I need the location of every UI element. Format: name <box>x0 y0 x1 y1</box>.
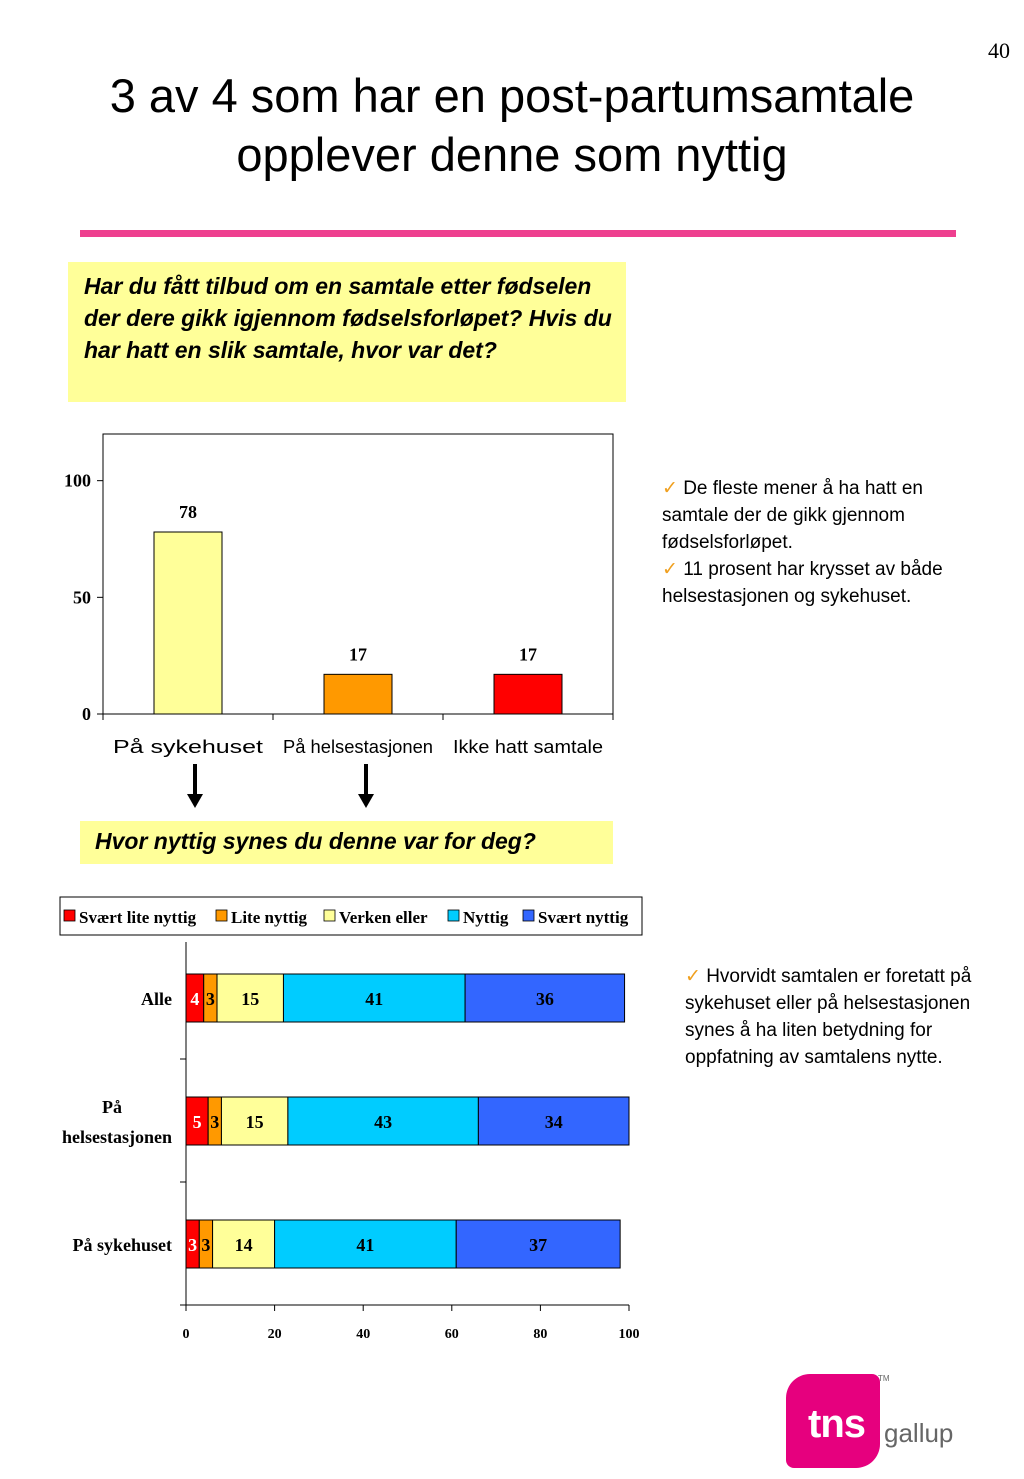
data-label: 15 <box>245 1112 264 1132</box>
category-label: På <box>102 1097 122 1117</box>
data-label: 34 <box>544 1112 563 1132</box>
y-tick-label: 100 <box>64 470 91 491</box>
category-label: helsestasjonen <box>61 1127 172 1147</box>
legend-label: Lite nyttig <box>231 908 308 927</box>
note-text: De fleste mener å ha hatt en samtale der de gikk gjennom fødselsforløpet. <box>662 478 923 553</box>
legend-label: Nyttig <box>463 908 509 927</box>
legend-swatch <box>324 910 335 921</box>
data-label: 4 <box>190 989 200 1009</box>
data-label: 78 <box>179 502 197 522</box>
legend-swatch <box>448 910 459 921</box>
checkmark-icon: ✓ <box>662 478 678 499</box>
x-tick-label: 0 <box>182 1327 190 1342</box>
category-label: På sykehuset <box>72 1235 172 1255</box>
bar <box>154 532 222 714</box>
x-tick-label: 40 <box>356 1327 371 1342</box>
data-label: 37 <box>529 1235 548 1255</box>
title-line-2: opplever denne som nyttig <box>236 128 788 181</box>
category-label: Alle <box>141 989 172 1009</box>
data-label: 17 <box>349 644 367 665</box>
tns-gallup-logo <box>786 1374 976 1474</box>
legend-swatch <box>64 910 75 921</box>
note-text: 11 prosent har krysset av både helsestasjonen og sykehuset. <box>662 559 943 607</box>
checkmark-icon: ✓ <box>662 559 678 580</box>
y-tick-label: 50 <box>73 587 91 608</box>
x-tick-label: Ikke hatt samtale <box>453 737 603 757</box>
x-tick-label: 80 <box>533 1327 548 1342</box>
question-box-location: Har du fått tilbud om en samtale etter fødselen der dere gikk igjennom fødselsforløpet? Hvis du har hatt en slik samtale, hvor var det? <box>68 262 626 402</box>
legend-swatch <box>523 910 534 921</box>
legend-label: Verken eller <box>339 908 428 927</box>
logo-subtext: gallup <box>884 1418 954 1448</box>
data-label: 43 <box>374 1112 393 1132</box>
data-label: 3 <box>201 1235 211 1255</box>
data-label: 3 <box>210 1112 220 1132</box>
data-label: 41 <box>365 989 384 1009</box>
legend-label: Svært nyttig <box>538 908 629 927</box>
data-label: 14 <box>234 1235 253 1255</box>
note-text: Hvorvidt samtalen er foretatt på sykehuset eller på helsestasjonen synes å ha liten betydning for oppfatning av samtalens nytte. <box>685 966 972 1068</box>
page-number: 40 <box>988 38 1010 63</box>
bar <box>324 674 392 714</box>
data-label: 36 <box>535 989 554 1009</box>
x-tick-label: 60 <box>444 1327 459 1342</box>
legend-label: Svært lite nyttig <box>79 908 197 927</box>
data-label: 3 <box>205 989 215 1009</box>
legend-swatch <box>216 910 227 921</box>
x-tick-label: På sykehuset <box>113 737 263 757</box>
y-tick-label: 0 <box>82 704 91 724</box>
data-label: 15 <box>241 989 260 1009</box>
data-label: 41 <box>356 1235 375 1255</box>
bar <box>494 674 562 714</box>
x-tick-label: 100 <box>618 1327 640 1342</box>
title-line-1: 3 av 4 som har en post-partumsamtale <box>109 69 915 122</box>
question-box-usefulness: Hvor nyttig synes du denne var for deg? <box>80 821 613 864</box>
logo-trademark: TM <box>878 1374 890 1383</box>
data-label: 3 <box>188 1235 198 1255</box>
x-tick-label: På helsestasjonen <box>283 737 433 757</box>
checkmark-icon: ✓ <box>685 966 701 987</box>
data-label: 17 <box>519 644 537 665</box>
data-label: 5 <box>192 1112 202 1132</box>
x-tick-label: 20 <box>267 1327 282 1342</box>
logo-text: tns <box>808 1402 865 1446</box>
